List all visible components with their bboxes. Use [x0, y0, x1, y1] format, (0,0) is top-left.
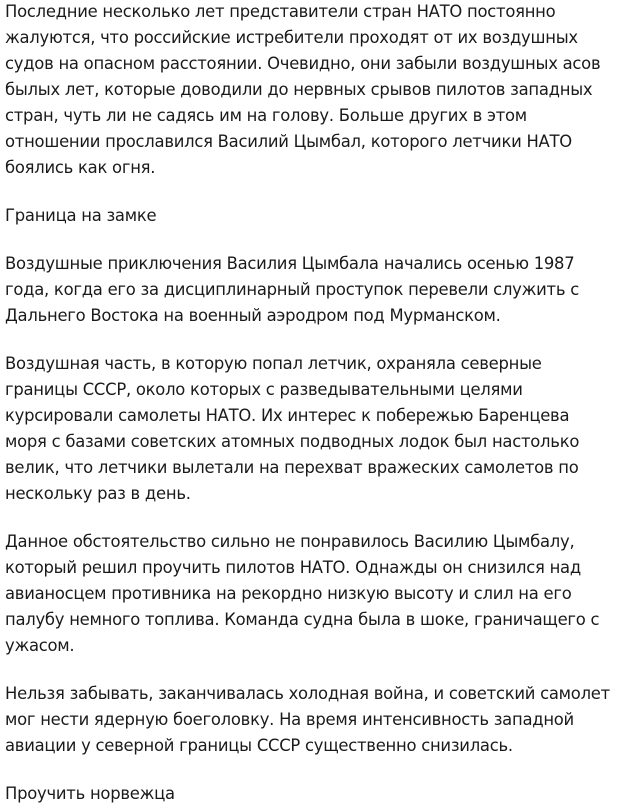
paragraph-carrier: Данное обстоятельство сильно не понравилось Василию Цымбалу, который решил проучить пилотов НАТО. Однажды он снизился над авианосцем противника на рекордно низкую высоту и слил на его палубу немного топлива. Команда судна была в шоке, граничащего с ужасом. — [5, 532, 600, 655]
paragraph-cold-war: Нельзя забывать, заканчивалась холодная война, и советский самолет мог нести ядерную боеголовку. На время интенсивность западной авиации у северной границы СССР существенно снизилась. — [5, 684, 610, 755]
paragraph-adventures: Воздушные приключения Василия Цымбала начались осенью 1987 года, когда его за дисциплинарный проступок перевели служить с Дальнего Востока на военный аэродром под Мурманском. — [5, 254, 579, 325]
paragraph-air-unit: Воздушная часть, в которую попал летчик, охраняла северные границы СССР, около которых с разведывательными целями курсировали самолеты НАТО. Их интерес к побережью Баренцева моря с базами советских атомных подводных лодок был настолько велик, что летчики вылетали на перехват вражеских самолетов по нескольку раз в день. — [5, 354, 580, 503]
section-heading-border: Граница на замке — [5, 206, 157, 225]
intro-paragraph: Последние несколько лет представители стран НАТО постоянно жалуются, что российские истребители проходят от их воздушных судов на опасном расстоянии. Очевидно, они забыли воздушных асов былых лет, которые доводили до нервных срывов пилотов западных стран, чуть ли не садясь им на голову. Больше других в этом отношении прославился Василий Цымбал, которого летчики НАТО боялись как огня. — [5, 2, 601, 177]
article-body — [5, 0, 615, 807]
section-heading-norwegian: Проучить норвежца — [5, 784, 175, 803]
